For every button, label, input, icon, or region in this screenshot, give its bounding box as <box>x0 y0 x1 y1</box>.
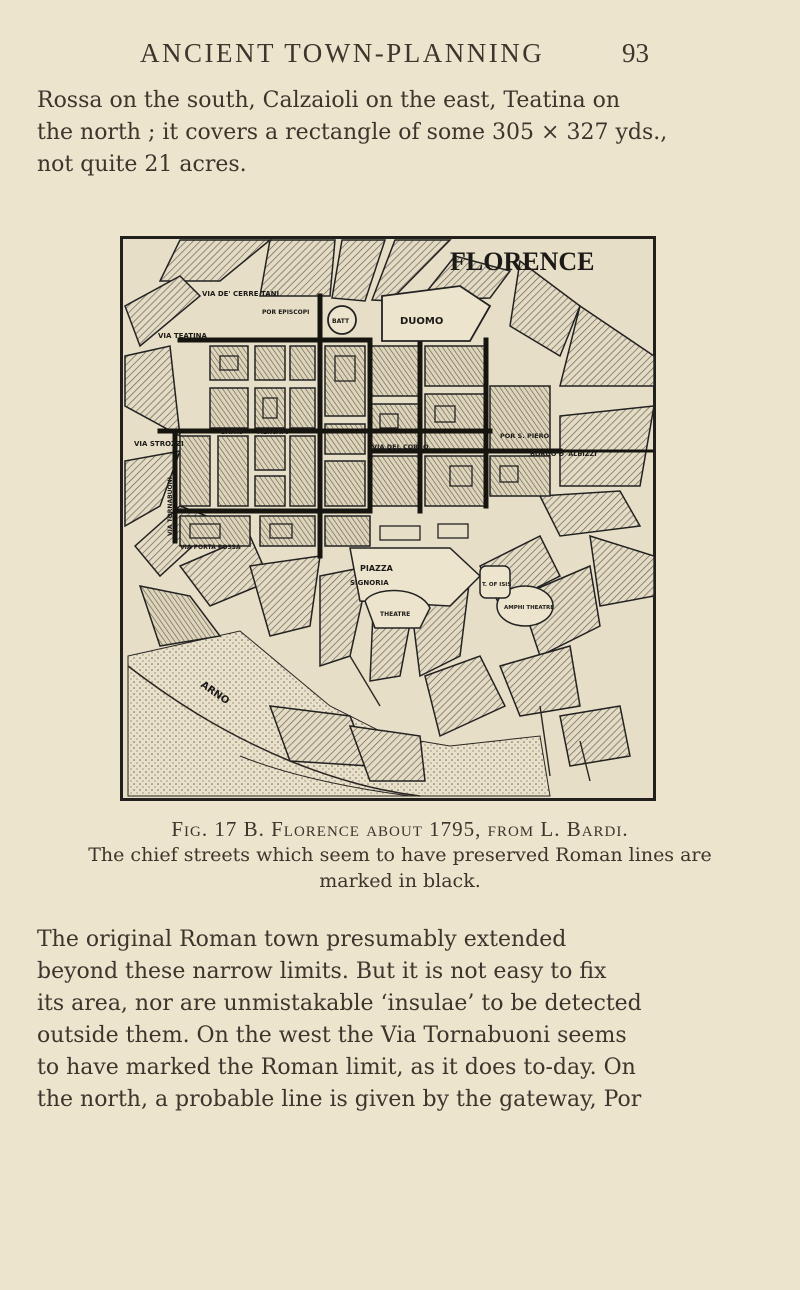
label-amphitheatre: AMPHI THEATRE <box>504 605 555 611</box>
running-head: ANCIENT TOWN-PLANNING <box>140 38 545 68</box>
label-via-teatina: VIA TEATINA <box>158 332 207 340</box>
label-baths: BATHS <box>221 429 244 436</box>
label-piazza: PIAZZA <box>360 564 393 573</box>
label-via-tornabuoni: VIA TORNABUONI <box>167 477 174 536</box>
florence-map <box>120 236 656 801</box>
page-header <box>0 38 800 78</box>
text-line: outside them. On the west the Via Tornabuoni seems <box>37 1023 627 1048</box>
label-arno: ARNO <box>198 679 232 707</box>
label-via-del-corso: VIA DEL CORSO <box>372 443 429 451</box>
florence-map-figure <box>120 236 656 801</box>
text-line: the north ; it covers a rectangle of some 305 × 327 yds., <box>37 120 668 145</box>
paragraph-1 <box>37 85 755 181</box>
figure-caption <box>50 816 750 894</box>
page-number: 93 <box>622 38 649 68</box>
paragraph-2 <box>37 924 755 1116</box>
text-line: beyond these narrow limits. But it is not easy to fix <box>37 959 607 984</box>
label-por-episcopi: POR EPISCOPI <box>262 309 310 316</box>
text-line: not quite 21 acres. <box>37 152 247 177</box>
text-line: its area, nor are unmistakable ‘insulae’ to be detected <box>37 991 642 1016</box>
label-por-s-piero: POR S. PIERO <box>500 432 550 440</box>
caption-line: marked in black. <box>319 870 481 892</box>
label-duomo: DUOMO <box>400 316 444 327</box>
text-line: Rossa on the south, Calzaioli on the east, Teatina on <box>37 88 621 113</box>
label-borgo-degli-albizzi: BORGO D' ALBIZZI <box>530 450 597 458</box>
label-batt: BATT <box>332 318 350 325</box>
label-signoria: SIGNORIA <box>350 579 389 587</box>
map-title: FLORENCE <box>450 247 595 276</box>
caption-line: The chief streets which seem to have preserved Roman lines are <box>88 844 712 866</box>
text-line: the north, a probable line is given by the gateway, Por <box>37 1087 642 1112</box>
label-via-strozzi: VIA STROZZI <box>134 440 184 448</box>
label-via-de-cerretani: VIA DE' CERRE TANI <box>202 290 280 298</box>
label-via-porta-rossa: VIA PORTA ROSSA <box>180 544 241 551</box>
label-theatre: THEATRE <box>380 611 411 618</box>
label-mercato: MERCATO <box>257 429 290 436</box>
text-line: The original Roman town presumably extended <box>37 927 567 952</box>
label-t-of-isis: T. OF ISIS <box>482 582 512 588</box>
text-line: to have marked the Roman limit, as it does to-day. On <box>37 1055 636 1080</box>
caption-head: Fig. 17 B. Florence about 1795, from L. Bardi. <box>171 817 629 841</box>
